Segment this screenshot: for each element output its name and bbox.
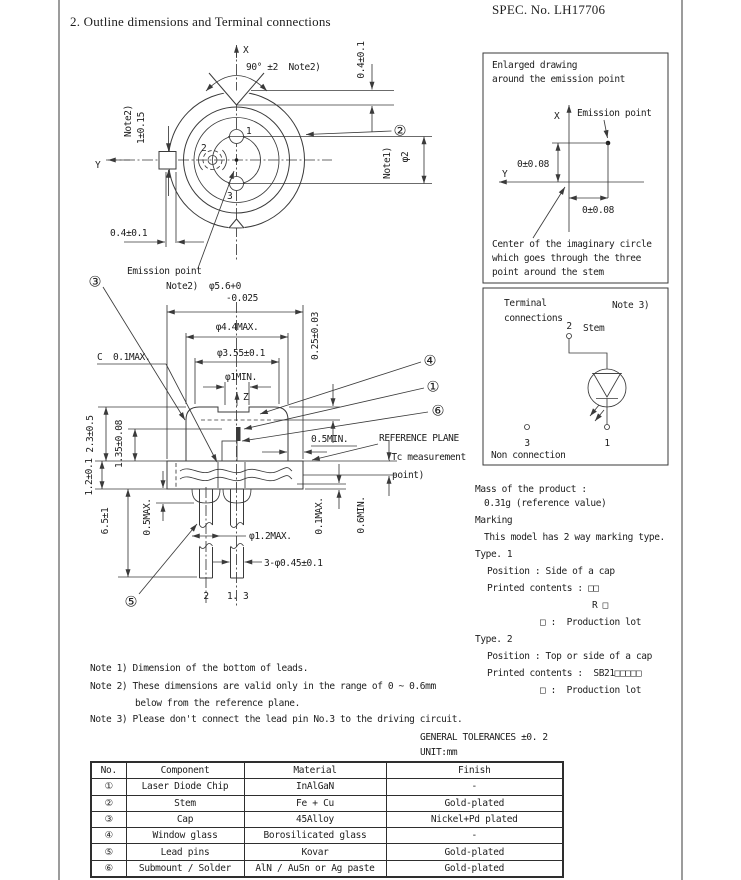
pitch-note: Note1) — [382, 147, 393, 179]
type1-printed-contents-2: R □ — [592, 600, 608, 611]
enlarged-dim-vertical: 0±0.08 — [517, 159, 549, 170]
callout-lead-pins: ⑤ — [124, 594, 138, 611]
table-cell: ③ — [91, 811, 126, 827]
flange-thickness-dim: 1.2±0.1 — [84, 458, 95, 496]
emission-height-dim: 1.35±0.08 — [114, 420, 125, 468]
enlarged-drawing-box — [483, 53, 668, 283]
terminal-pin2-label: 2 — [566, 321, 572, 332]
cap-dia-dim: φ4.4MAX. — [215, 322, 259, 333]
table-cell: ⑤ — [91, 844, 126, 860]
pin3-label: 3 — [227, 191, 233, 202]
terminal-connections-box — [483, 288, 668, 465]
tab-note: Note2) — [123, 105, 134, 137]
cap-height-dim: 2.3±0.5 — [85, 415, 96, 453]
light-emission-arrow — [595, 410, 604, 421]
chamfer-dim: C 0.1MAX. — [97, 352, 151, 363]
non-connection-label: Non connection — [491, 450, 566, 461]
seal-max-dim: 0.5MAX. — [142, 498, 153, 536]
page-title: 2. Outline dimensions and Terminal connections — [70, 14, 331, 29]
note-1: Note 1) Dimension of the bottom of leads. — [90, 663, 309, 674]
flange-dia-tol: -0.025 — [226, 293, 258, 304]
table-cell: Gold-plated — [386, 795, 563, 811]
pin1-label: 1 — [246, 126, 252, 137]
glass-thickness-dim: 0.25±0.03 — [310, 312, 321, 360]
table-cell: Laser Diode Chip — [126, 779, 244, 795]
type1-production-lot: □ : Production lot — [540, 617, 642, 628]
enlarged-dim-horizontal: 0±0.08 — [582, 205, 614, 216]
terminal-pin1-label: 1 — [604, 438, 610, 449]
tc-measurement-label: (Tc measurement — [386, 452, 466, 463]
table-row — [91, 779, 563, 795]
table-cell: - — [386, 828, 563, 844]
notes-section — [90, 663, 548, 758]
tab-height-dim: 1±0.15 — [136, 112, 147, 144]
terminal-stem-label: Stem — [583, 323, 605, 334]
table-row — [91, 795, 563, 811]
flange-note: Note2) — [166, 281, 198, 292]
enlarged-title-2: around the emission point — [492, 74, 625, 85]
col-header-component: Component — [126, 762, 244, 779]
seal-dia-dim: φ1.2MAX. — [249, 531, 292, 542]
table-row — [91, 860, 563, 877]
mass-label: Mass of the product : — [475, 484, 587, 495]
tc-point-label: point) — [392, 470, 424, 481]
table-cell: Gold-plated — [386, 860, 563, 877]
materials-table — [90, 761, 564, 878]
col-header-finish: Finish — [386, 762, 563, 779]
note-3: Note 3) Please don't connect the lead pin No.3 to the driving circuit. — [90, 714, 463, 725]
side-view — [84, 274, 466, 610]
callout-laser-chip: ① — [426, 379, 440, 396]
lead-length-dim: 6.5±1 — [100, 507, 111, 535]
note-2-line1: Note 2) These dimensions are valid only in the range of 0 ~ 0.6mm — [90, 681, 436, 692]
enlarged-axis-x: X — [554, 111, 560, 122]
notch-depth-dim: 0.4±0.1 — [356, 41, 367, 79]
lead13-number: 1. 3 — [227, 591, 249, 602]
enlarged-note-2: which goes through the three — [492, 253, 641, 264]
type2-production-lot: □ : Production lot — [540, 685, 642, 696]
aperture-dia-dim: φ1MIN. — [225, 372, 257, 383]
type1-position: Position : Side of a cap — [487, 566, 615, 577]
table-cell: ① — [91, 779, 126, 795]
enlarged-note-1: Center of the imaginary circle — [492, 239, 652, 250]
top-axis-y-label: Y — [95, 160, 101, 171]
spec-number: SPEC. No. LH17706 — [492, 2, 606, 17]
pin2-label: 2 — [201, 143, 207, 154]
table-cell: Borosilicated glass — [244, 828, 386, 844]
type2-position: Position : Top or side of a cap — [487, 651, 652, 662]
reference-plane-label: REFERENCE PLANE — [379, 433, 459, 444]
tab-offset-dim: 0.4±0.1 — [110, 228, 148, 239]
terminal-pin3-label: 3 — [524, 438, 530, 449]
unit-label: UNIT:mm — [420, 747, 458, 758]
flange-dia-dim: φ5.6+0 — [209, 281, 241, 292]
col-header-material: Material — [244, 762, 386, 779]
type2-printed-contents: Printed contents : SB21□□□□□ — [487, 668, 642, 679]
pitch-dia-dim: φ2 — [400, 151, 411, 163]
lead-dia-dim: 3-φ0.45±0.1 — [264, 558, 323, 569]
top-view — [95, 41, 432, 277]
table-cell: Stem — [126, 795, 244, 811]
axis-z-label: Z — [243, 392, 249, 403]
glass-dia-dim: φ3.55±0.1 — [217, 348, 265, 359]
table-cell: Submount / Solder — [126, 860, 244, 877]
table-cell: ⑥ — [91, 860, 126, 877]
enlarged-note-3: point around the stem — [492, 267, 604, 278]
note-2-line2: below from the reference plane. — [135, 698, 300, 709]
table-row — [91, 811, 563, 827]
table-cell: Window glass — [126, 828, 244, 844]
top-axis-x-label: X — [243, 45, 249, 56]
table-cell: Nickel+Pd plated — [386, 811, 563, 827]
terminal-note: Note 3) — [612, 300, 650, 311]
table-cell: Fe + Cu — [244, 795, 386, 811]
callout-submount: ⑥ — [431, 403, 445, 420]
table-cell: InAlGaN — [244, 779, 386, 795]
table-cell: - — [386, 779, 563, 795]
table-cell: Gold-plated — [386, 844, 563, 860]
callout-window-glass: ④ — [423, 353, 437, 370]
terminal-title-2: connections — [504, 313, 563, 324]
general-tolerances: GENERAL TOLERANCES ±0. 2 — [420, 732, 548, 743]
marking-label: Marking — [475, 515, 513, 526]
table-cell: 45Alloy — [244, 811, 386, 827]
enlarged-emission-label: Emission point — [577, 108, 652, 119]
type1-printed-contents: Printed contents : □□ — [487, 583, 599, 594]
table-row — [91, 828, 563, 844]
enlarged-title-1: Enlarged drawing — [492, 60, 578, 71]
col-header-no: No. — [91, 762, 126, 779]
table-cell: ④ — [91, 828, 126, 844]
table-cell: Lead pins — [126, 844, 244, 860]
table-cell: AlN / AuSn or Ag paste — [244, 860, 386, 877]
lead2-number: 2 — [203, 591, 209, 602]
terminal-title-1: Terminal — [504, 298, 547, 309]
callout-cap-sideview: ③ — [88, 274, 102, 291]
marking-type1-label: Type. 1 — [475, 549, 513, 560]
flat-min-dim: 0.6MIN. — [356, 496, 367, 534]
enlarged-axis-y: Y — [502, 169, 508, 180]
marking-description: This model has 2 way marking type. — [484, 532, 665, 543]
table-cell: Kovar — [244, 844, 386, 860]
table-header-row — [91, 762, 563, 779]
angle-dim: 90° ±2 Note2) — [246, 62, 321, 73]
emission-point-label: Emission point — [127, 266, 202, 277]
callout-cap-topview: ② — [393, 123, 407, 140]
burr-max-dim: 0.1MAX. — [314, 497, 325, 535]
table-row — [91, 844, 563, 860]
light-emission-arrow — [590, 405, 599, 416]
clearance-min-dim: 0.5MIN. — [311, 434, 349, 445]
product-info — [475, 484, 665, 696]
table-cell: Cap — [126, 811, 244, 827]
table-cell: ② — [91, 795, 126, 811]
marking-type2-label: Type. 2 — [475, 634, 513, 645]
mass-value: 0.31g (reference value) — [484, 498, 607, 509]
